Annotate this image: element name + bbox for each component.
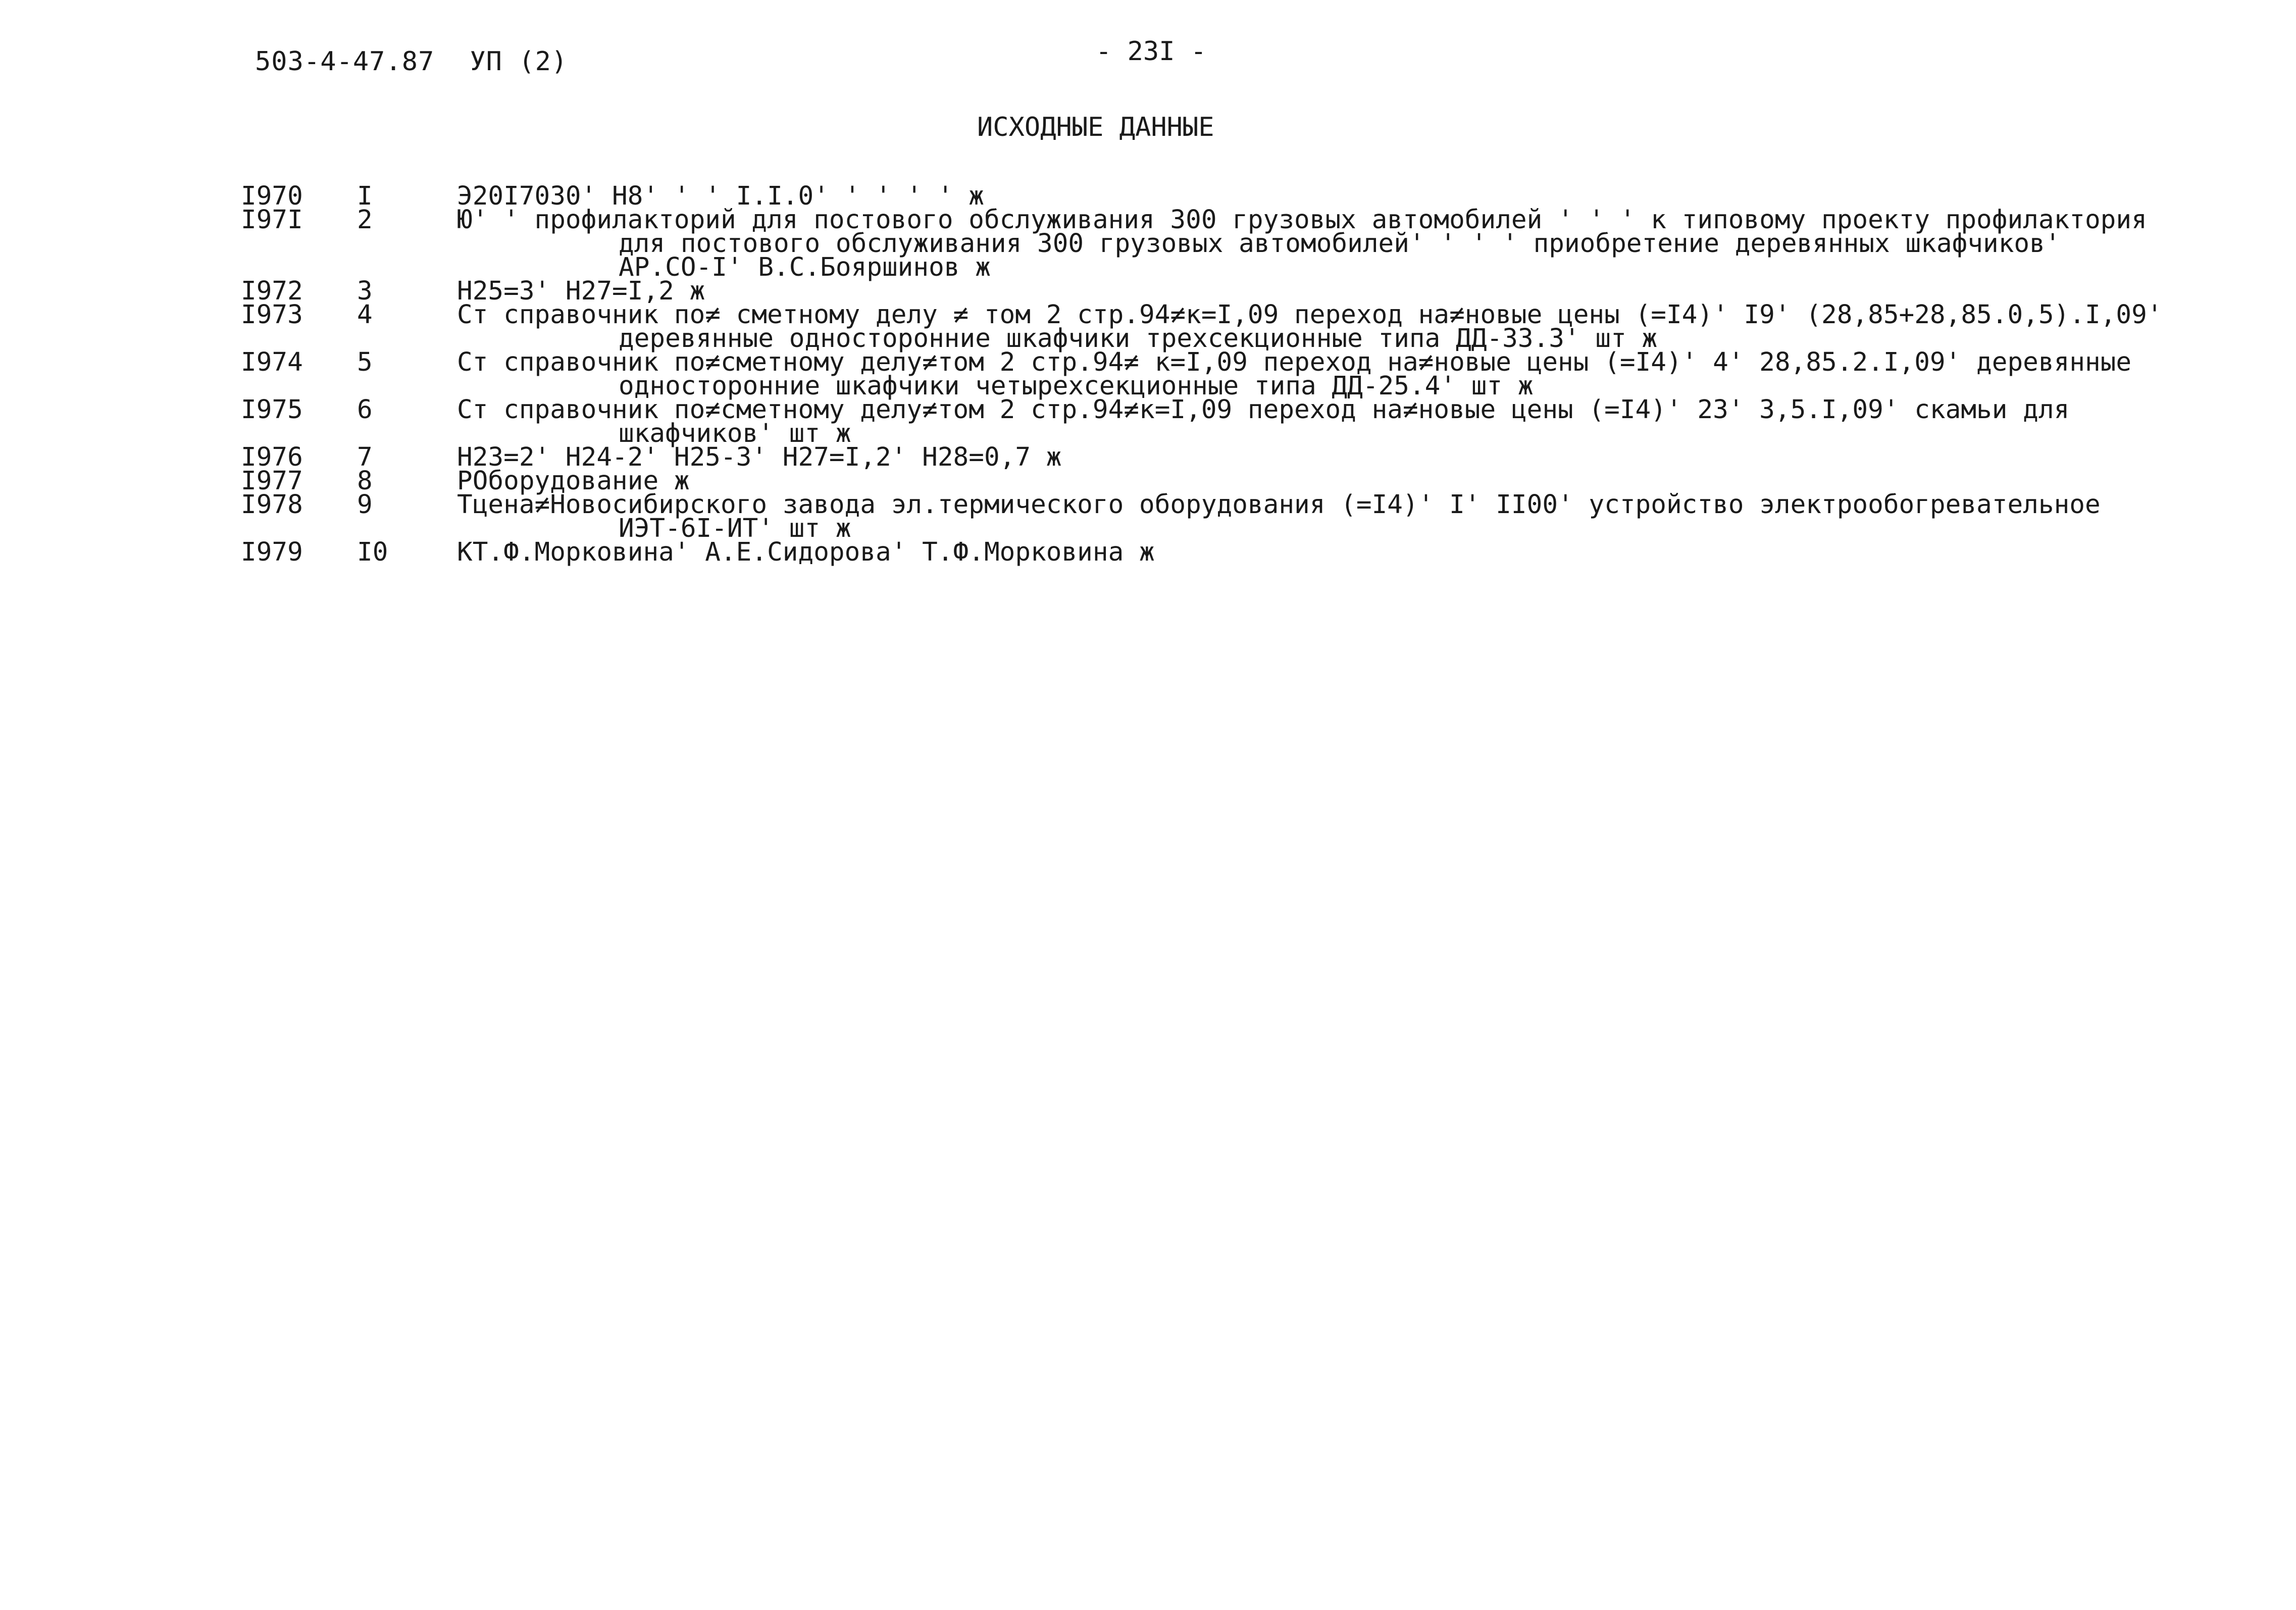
record-number: 7 (357, 442, 373, 472)
record-code: I97I (241, 205, 303, 235)
record-text-continuation: деревянные односторонние шкафчики трехсекционные типа ДД-33.3' шт ж (619, 324, 1658, 354)
record-number: 6 (357, 395, 373, 425)
page-number: - 23I - (1096, 36, 1207, 67)
record-text: Ст справочник по≠ сметному делу ≠ том 2 стр.94≠к=I,09 переход на≠новые цены (=I4)' I9' (28,85+28,85.0,5).I,09' (457, 300, 2163, 330)
document-header (255, 46, 568, 77)
record-code: I979 (241, 537, 303, 567)
record-number: 2 (357, 205, 373, 235)
record-text-continuation: ИЭТ-6I-ИТ' шт ж (619, 514, 851, 543)
record-text: Ст справочник по≠сметному делу≠том 2 стр.94≠ к=I,09 переход на≠новые цены (=I4)' 4' 28,85.2.I,09' деревянные (457, 347, 2132, 377)
record-code: I978 (241, 490, 303, 520)
record-code: I974 (241, 347, 303, 377)
record-number: 5 (357, 347, 373, 377)
record-number: 8 (357, 466, 373, 496)
document-code: 503-4-47.87 (255, 46, 435, 77)
record-number: 9 (357, 490, 373, 520)
record-text-continuation: для постового обслуживания 300 грузовых автомобилей' ' ' ' приобретение деревянных шкафчиков' (619, 229, 2061, 259)
record-text-continuation: АР.СО-I' В.С.Бояршинов ж (619, 253, 991, 282)
record-text: Тцена≠Новосибирского завода эл.термического оборудования (=I4)' I' II00' устройство электрообогревательное (457, 490, 2101, 520)
record-text: Ю' ' профилакторий для постового обслуживания 300 грузовых автомобилей ' ' ' к типовому проекту профилактория (457, 205, 2147, 235)
record-text-continuation: односторонние шкафчики четырехсекционные типа ДД-25.4' шт ж (619, 371, 1534, 401)
record-number: 3 (357, 276, 373, 306)
document-title: ИСХОДНЫЕ ДАННЫЕ (977, 112, 1214, 142)
record-code: I970 (241, 181, 303, 211)
record-text-continuation: шкафчиков' шт ж (619, 419, 851, 448)
record-number: 4 (357, 300, 373, 330)
record-code: I973 (241, 300, 303, 330)
record-number: I0 (357, 537, 388, 567)
record-code: I976 (241, 442, 303, 472)
record-text: Н25=3' Н27=I,2 ж (457, 276, 705, 306)
record-code: I972 (241, 276, 303, 306)
sheet-label: УП (2) (470, 46, 568, 77)
record-text: Э20I7030' Н8' ' ' I.I.0' ' ' ' ' ж (457, 181, 984, 211)
record-text: РОборудование ж (457, 466, 690, 496)
record-text: Ст справочник по≠сметному делу≠том 2 стр.94≠к=I,09 переход на≠новые цены (=I4)' 23' 3,5.I,09' скамьи для (457, 395, 2070, 425)
record-code: I977 (241, 466, 303, 496)
record-number: I (357, 181, 373, 211)
record-text: Н23=2' Н24-2' Н25-3' Н27=I,2' Н28=0,7 ж (457, 442, 1062, 472)
record-text: КТ.Ф.Морковина' А.Е.Сидорова' Т.Ф.Морковина ж (457, 537, 1155, 567)
record-code: I975 (241, 395, 303, 425)
